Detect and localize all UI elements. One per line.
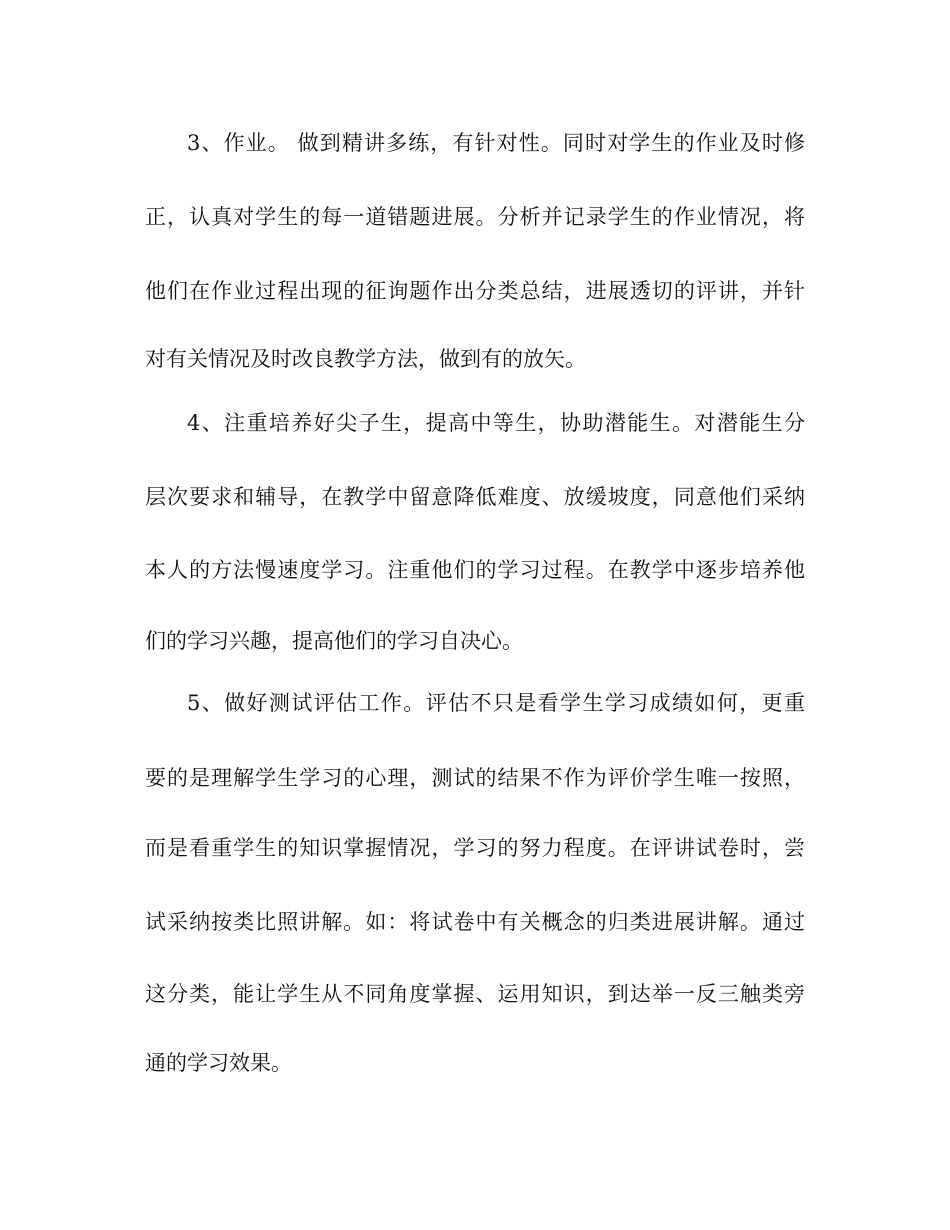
paragraph-1-line-1: 3、作业。 做到精讲多练，有针对性。同时对学生的作业及时修 <box>187 131 805 155</box>
paragraph-2-line-3: 本人的方法慢速度学习。注重他们的学习过程。在教学中逐步培养他 <box>145 558 805 582</box>
paragraph-2-line-1: 4、注重培养好尖子生，提高中等生，协助潜能生。对潜能生分 <box>187 411 805 435</box>
paragraph-2-line-2: 层次要求和辅导，在教学中留意降低难度、放缓坡度，同意他们采纳 <box>145 485 805 509</box>
paragraph-1-line-3: 他们在作业过程出现的征询题作出分类总结，进展透切的评讲，并针 <box>145 279 805 303</box>
paragraph-3-line-3: 而是看重学生的知识掌握情况，学习的努力程度。在评讲试卷时，尝 <box>145 836 805 860</box>
paragraph-3-line-6: 通的学习效果。 <box>145 1051 292 1075</box>
paragraph-3-line-4: 试采纳按类比照讲解。如：将试卷中有关概念的归类进展讲解。通过 <box>145 910 805 934</box>
paragraph-3-line-1: 5、做好测试评估工作。评估不只是看学生学习成绩如何，更重 <box>187 691 805 715</box>
paragraph-1-line-2: 正，认真对学生的每一道错题进展。分析并记录学生的作业情况，将 <box>145 205 805 229</box>
paragraph-1-line-4: 对有关情况及时改良教学方法，做到有的放矢。 <box>145 347 586 371</box>
paragraph-2-line-4: 们的学习兴趣，提高他们的学习自决心。 <box>145 629 523 653</box>
paragraph-3-line-5: 这分类，能让学生从不同角度掌握、运用知识，到达举一反三触类旁 <box>145 982 805 1006</box>
paragraph-3-line-2: 要的是理解学生学习的心理，测试的结果不作为评价学生唯一按照， <box>145 766 805 790</box>
